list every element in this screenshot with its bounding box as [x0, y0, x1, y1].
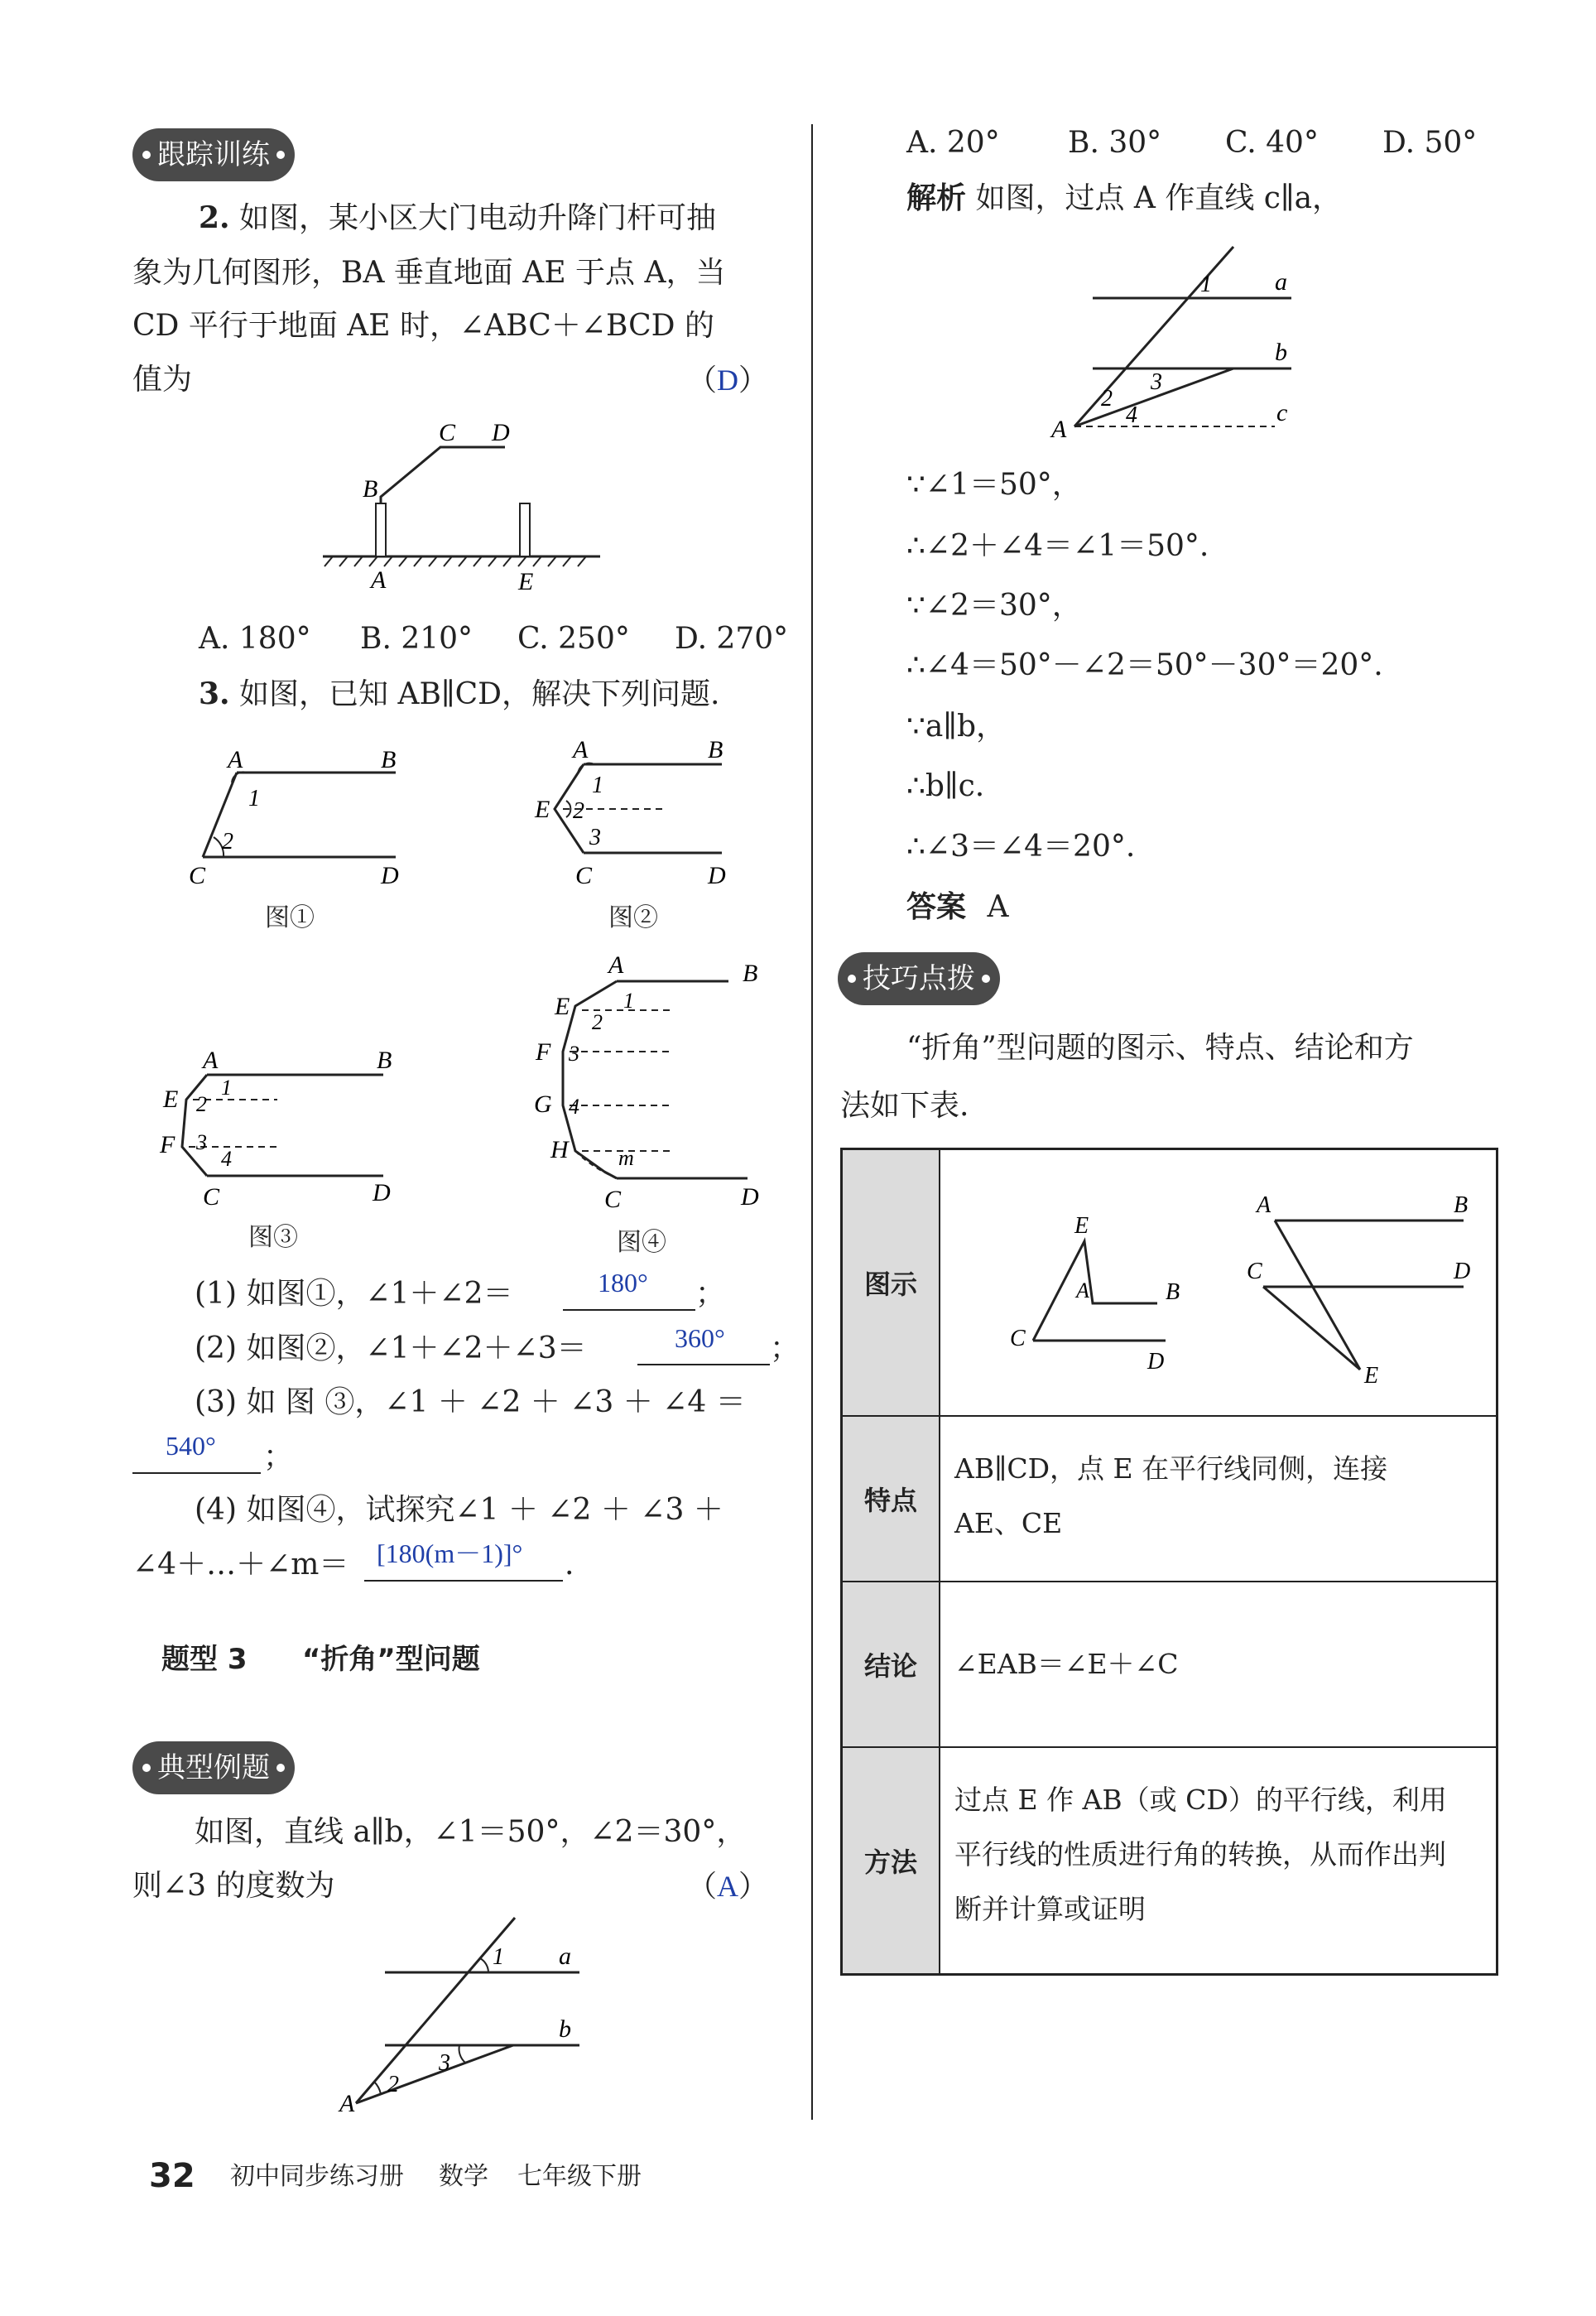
column-divider [811, 124, 813, 2120]
svg-text:F: F [160, 1131, 175, 1158]
table-method-line2: 平行线的性质进行角的转换，从而作出判 [954, 1838, 1446, 1871]
q2-line2: 象为几何图形，BA 垂直地面 AE 于点 A，当 [132, 256, 726, 290]
table-method-line3: 断并计算或证明 [954, 1893, 1146, 1925]
q3-part2: (2) 如图②，∠1＋∠2＋∠3＝ [195, 1331, 587, 1365]
svg-text:3: 3 [196, 1130, 207, 1154]
svg-text:4: 4 [221, 1147, 232, 1171]
example-line1: 如图，直线 a∥b，∠1＝50°，∠2＝30°， [195, 1815, 747, 1849]
svg-text:4: 4 [569, 1095, 579, 1119]
q2-label-d: D [492, 419, 510, 446]
q3-stem: 3. 如图，已知 AB∥CD，解决下列问题. [199, 677, 720, 711]
step-4: ∴∠4＝50°－∠2＝50°－30°＝20°. [906, 648, 1383, 682]
q2-gate-figure [315, 414, 613, 604]
svg-text:2: 2 [573, 798, 584, 824]
example-answer-bracket: （A） [687, 1870, 769, 1904]
svg-text:E: E [555, 993, 570, 1020]
svg-text:C: C [575, 862, 593, 889]
q3-fig4-caption: 图④ [617, 1228, 666, 1257]
q3-part1-answer: 180° [598, 1268, 648, 1298]
svg-text:E: E [1074, 1213, 1089, 1239]
svg-text:B: B [1166, 1279, 1180, 1305]
q2-line3: CD 平行于地面 AE 时，∠ABC＋∠BCD 的 [132, 309, 714, 343]
table-label-diagram: 图示 [843, 1150, 940, 1415]
q3-part3: (3) 如 图 ③，∠1 ＋ ∠2 ＋ ∠3 ＋ ∠4 ＝ [195, 1385, 746, 1419]
svg-text:A: A [1257, 1192, 1272, 1218]
example-label-A: A [339, 2090, 355, 2117]
footer-book: 初中同步练习册 [230, 2162, 404, 2191]
svg-text:m: m [618, 1146, 634, 1170]
table-conclusion: ∠EAB＝∠E＋∠C [954, 1648, 1179, 1680]
analysis-figure [1043, 240, 1308, 447]
step-6: ∴b∥c. [906, 769, 985, 803]
svg-text:D: D [708, 862, 726, 889]
svg-text:F: F [536, 1038, 551, 1066]
example-option-b: B. 30° [1068, 126, 1162, 160]
svg-text:B: B [381, 746, 397, 773]
step-3: ∵∠2＝30°， [906, 589, 1082, 623]
q3-part3-answer: 540° [166, 1431, 216, 1461]
step-5: ∵a∥b， [906, 710, 1007, 744]
example-option-a: A. 20° [906, 126, 1000, 160]
table-feature-line2: AE、CE [954, 1507, 1063, 1539]
q2-answer-bracket: （D） [687, 364, 769, 397]
svg-text:E: E [163, 1086, 179, 1113]
q3-fig2-caption: 图② [608, 903, 658, 932]
q3-part4-answer: [180(m－1)]° [377, 1538, 523, 1568]
example-label-b: b [559, 2015, 571, 2043]
analysis-line: 解析 如图，过点 A 作直线 c∥a， [906, 181, 1343, 215]
example-label-2: 2 [387, 2072, 399, 2097]
svg-text:1: 1 [623, 989, 634, 1013]
footer-grade: 七年级下册 [517, 2162, 642, 2191]
q3-part4-line1: (4) 如图④，试探究∠1 ＋ ∠2 ＋ ∠3 ＋ [195, 1493, 723, 1527]
q2-answer: D [717, 364, 739, 397]
analysis-label-A: A [1051, 416, 1067, 443]
svg-text:D: D [741, 1183, 759, 1211]
q3-part2-end: ； [770, 1331, 800, 1365]
svg-text:D: D [381, 862, 399, 889]
answer-line: 答案 A [906, 890, 1009, 924]
svg-text:A: A [573, 736, 589, 763]
svg-text:B: B [377, 1047, 392, 1074]
section-title-number: 题型 3 [161, 1643, 248, 1676]
example-label-3: 3 [439, 2050, 450, 2076]
q3-figure-3 [153, 1043, 410, 1225]
section-pill-tips: 技巧点拨 [838, 952, 1000, 1005]
section-title-name: “折角”型问题 [302, 1643, 480, 1676]
svg-text:A: A [228, 746, 243, 773]
svg-text:1: 1 [592, 773, 603, 798]
svg-text:C: C [189, 862, 206, 889]
step-2: ∴∠2＋∠4＝∠1＝50°. [906, 529, 1209, 563]
analysis-label-3: 3 [1151, 369, 1162, 395]
page-number: 32 [149, 2157, 195, 2195]
svg-text:B: B [743, 960, 758, 987]
q2-label-e: E [518, 568, 534, 595]
svg-text:2: 2 [196, 1092, 207, 1116]
section-pill-typical-example: 典型例题 [132, 1741, 295, 1794]
svg-text:1: 1 [248, 786, 260, 811]
svg-text:B: B [1454, 1192, 1469, 1218]
table-method-line1: 过点 E 作 AB（或 CD）的平行线，利用 [954, 1784, 1447, 1816]
q3-figure-1 [182, 741, 414, 890]
example-option-d: D. 50° [1382, 126, 1478, 160]
svg-text:3: 3 [569, 1042, 579, 1066]
q2-label-b: B [363, 475, 378, 503]
example-line2: 则∠3 的度数为 [132, 1869, 335, 1903]
q2-label-c: C [439, 419, 456, 446]
analysis-label-1: 1 [1200, 272, 1212, 297]
svg-text:C: C [1247, 1259, 1262, 1284]
svg-text:E: E [535, 796, 550, 823]
svg-text:A: A [1076, 1278, 1089, 1302]
q3-part1: (1) 如图①，∠1＋∠2＝ [195, 1277, 513, 1311]
q2-label-a: A [371, 566, 387, 594]
example-figure [331, 1913, 596, 2120]
analysis-label-4: 4 [1126, 402, 1137, 428]
table-feature-line1: AB∥CD，点 E 在平行线同侧，连接 [954, 1452, 1388, 1485]
q3-figure-4 [526, 948, 774, 1225]
svg-text:G: G [534, 1091, 552, 1118]
tips-intro-line1: “折角”型问题的图示、特点、结论和方 [906, 1031, 1414, 1065]
q2-line1: 2. 如图，某小区大门电动升降门杆可抽 [199, 200, 717, 235]
table-label-method: 方法 [843, 1748, 940, 1973]
analysis-label-c: c [1276, 399, 1288, 426]
svg-text:C: C [203, 1183, 220, 1211]
svg-text:2: 2 [592, 1010, 603, 1034]
example-label-1: 1 [493, 1944, 504, 1970]
svg-text:B: B [708, 736, 723, 763]
svg-text:D: D [1454, 1259, 1471, 1284]
footer-subject: 数学 [439, 2162, 488, 2191]
q3-figure-2 [530, 733, 745, 890]
q3-part2-answer: 360° [675, 1323, 725, 1353]
q2-option-b: B. 210° [360, 622, 474, 656]
example-answer: A [717, 1870, 739, 1903]
step-1: ∵∠1＝50°， [906, 468, 1082, 502]
svg-text:H: H [550, 1136, 569, 1163]
example-option-c: C. 40° [1225, 126, 1319, 160]
svg-text:C: C [604, 1186, 622, 1213]
q3-part3-end: ； [263, 1440, 294, 1474]
q3-fig3-caption: 图③ [248, 1223, 298, 1252]
q2-line4: 值为 [132, 363, 193, 397]
table-label-feature: 特点 [843, 1417, 940, 1581]
tips-intro-line2: 法如下表. [840, 1089, 969, 1123]
section-pill-follow-training: 跟踪训练 [132, 128, 295, 181]
step-7: ∴∠3＝∠4＝20°. [906, 830, 1136, 864]
analysis-label-b: b [1275, 339, 1287, 366]
svg-text:E: E [1364, 1363, 1379, 1389]
q2-option-a: A. 180° [199, 622, 311, 656]
analysis-label-2: 2 [1101, 386, 1113, 412]
q3-part4-end: . [565, 1548, 574, 1582]
svg-text:2: 2 [222, 829, 233, 855]
svg-text:A: A [203, 1047, 219, 1074]
q3-part1-end: ； [695, 1277, 726, 1311]
svg-text:D: D [373, 1179, 391, 1206]
svg-text:3: 3 [589, 825, 601, 850]
svg-text:D: D [1147, 1349, 1165, 1375]
q3-fig1-caption: 图① [265, 903, 315, 932]
q2-option-c: C. 250° [517, 622, 630, 656]
svg-text:1: 1 [221, 1076, 232, 1100]
svg-text:C: C [1010, 1326, 1026, 1351]
example-label-a: a [559, 1943, 571, 1970]
summary-table [840, 1148, 1498, 1976]
q2-option-d: D. 270° [675, 622, 789, 656]
q3-part4-line2: ∠4＋…＋∠m＝ [132, 1548, 349, 1582]
table-diagram-1 [967, 1192, 1199, 1399]
svg-text:A: A [608, 951, 624, 979]
table-label-conclusion: 结论 [843, 1582, 940, 1746]
table-diagram-2 [1240, 1179, 1488, 1394]
analysis-label-a: a [1275, 268, 1287, 296]
